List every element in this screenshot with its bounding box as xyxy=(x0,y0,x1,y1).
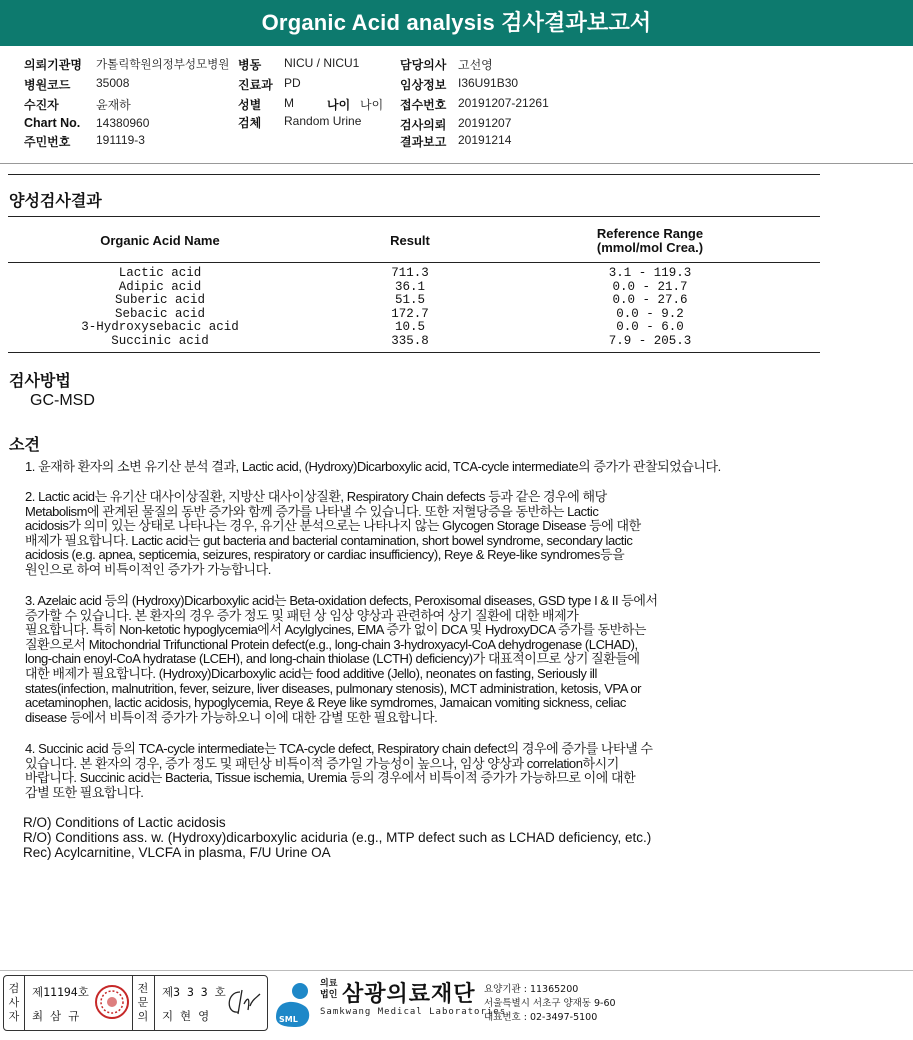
logo-title: 삼광의료재단 xyxy=(342,982,476,1007)
rrn-value: 191119-3 xyxy=(96,133,145,147)
row-reference-range: 0.0 - 27.6 xyxy=(612,293,688,307)
patient-label: 수진자 xyxy=(24,98,59,112)
finding-4: 4. Succinic acid 등의 TCA-cycle intermediate는 TCA-cycle defect, Respiratory chain defect의 경우에 증가를 나타낼 수 있습니다. 본 환자의 경우, 증가 정도 및 패턴상 비특이적 증가일 가능성이 높으나, 임상 양상과 correlation하시기 바랍니다. Succinic acid는 Bacteria, Tissue ischemia, Uremia 등의 경우에서 비특이적 증가가 가능하므로 이에 대한 감별 또한 필요합니다. xyxy=(25,741,653,800)
row-result: 172.7 xyxy=(391,306,429,321)
finding-2: 2. Lactic acid는 유기산 대사이상질환, 지방산 대사이상질환, Respiratory Chain defects 등과 같은 경우에 해당 Metabolism에 관계된 물질의 동반 증가와 함께 증가를 나타낼 수 있습니다. 또한 저혈당증을 동반하는 Lactic acidosis가 의미 있는 상태로 나타나는 경우, 유기산 분석으로는 나타나지 않는 Glycogen Storage Disease 등에 대한 배제가 필요합니다. Lactic acid는 gut bacteria and bacterial contamination, short bowel syndrome, secondary lactic acidosis (e.g. apnea, septicemia, seizures, respiratory or cardiac insufficiency), Reye & Reye-like syndromes등을 원인으로 하여 비특이적인 증가가 가능합니다. xyxy=(25,489,641,577)
hospital-code-label: 병원코드 xyxy=(24,78,71,92)
report-date-label: 결과보고 xyxy=(400,135,447,149)
row-reference-range: 0.0 - 21.7 xyxy=(612,279,688,294)
row-acid-name: Sebacic acid xyxy=(114,306,205,321)
method-title: 검사방법 xyxy=(9,371,71,390)
ward-value: NICU / NICU1 xyxy=(284,56,360,70)
specimen-value: Random Urine xyxy=(284,114,362,128)
row-acid-name: Lactic acid xyxy=(118,266,202,280)
divider xyxy=(8,262,820,263)
footer xyxy=(0,970,913,1040)
col-header-result: Result xyxy=(390,233,430,248)
row-acid-name: Succinic acid xyxy=(111,333,209,348)
row-reference-range: 3.1 - 119.3 xyxy=(608,266,692,280)
row-result: 51.5 xyxy=(394,293,425,307)
signature-icon xyxy=(222,986,262,1020)
contact-phone: 대표번호 : 02-3497-5100 xyxy=(484,1012,598,1023)
positive-results-title: 양성검사결과 xyxy=(9,191,102,210)
contact-code: 요양기관 : 11365200 xyxy=(484,984,579,995)
dept-label: 진료과 xyxy=(238,78,273,92)
divider xyxy=(8,352,820,353)
dept-value: PD xyxy=(284,76,301,90)
col-header-name: Organic Acid Name xyxy=(100,233,220,248)
report-date-value: 20191214 xyxy=(458,133,512,147)
doctor-value: 고선영 xyxy=(458,58,493,72)
chart-label: Chart No. xyxy=(24,116,81,130)
row-acid-name: Suberic acid xyxy=(114,293,205,307)
logo-corp-label: 의료법인 xyxy=(320,979,338,1000)
request-value: 20191207 xyxy=(458,116,512,130)
rrn-label: 주민번호 xyxy=(24,135,71,149)
sml-logo-icon xyxy=(270,977,316,1031)
patient-info xyxy=(0,46,913,164)
examiner-license: 제11194호 xyxy=(32,985,89,999)
receipt-value: 20191207-21261 xyxy=(458,96,549,110)
receipt-label: 접수번호 xyxy=(400,98,447,112)
examiner-label: 검 사 자 xyxy=(8,982,20,1023)
divider xyxy=(8,174,820,175)
seal-icon xyxy=(94,984,130,1020)
institution-label: 의뢰기관명 xyxy=(24,58,82,72)
finding-1: 1. 윤재하 환자의 소변 유기산 분석 결과, Lactic acid, (Hydroxy)Dicarboxylic acid, TCA-cycle intermediate의 증가가 관찰되었습니다. xyxy=(25,459,721,474)
method-value: GC-MSD xyxy=(30,392,95,409)
ro-line-2: R/O) Conditions ass. w. (Hydroxy)dicarboxylic aciduria (e.g., MTP defect such as LCHAD deficiency, etc.) xyxy=(23,830,652,845)
row-result: 711.3 xyxy=(391,266,429,280)
col-header-unit: (mmol/mol Crea.) xyxy=(596,240,704,255)
specimen-label: 검체 xyxy=(238,116,262,130)
chart-value: 14380960 xyxy=(96,116,150,130)
specialist-name: 지 현 영 xyxy=(162,1009,210,1023)
patient-value: 윤재하 xyxy=(96,98,131,112)
report-title: Organic Acid analysis 검사결과보고서 xyxy=(0,0,913,46)
ward-label: 병동 xyxy=(238,58,262,72)
row-reference-range: 0.0 - 6.0 xyxy=(616,320,684,334)
logo-subtitle: Samkwang Medical Laboratories xyxy=(320,1007,507,1017)
clinical-label: 임상정보 xyxy=(400,78,447,92)
institution-value: 가톨릭학원의정부성모병원 xyxy=(96,59,230,71)
row-reference-range: 0.0 - 9.2 xyxy=(616,306,684,321)
hospital-code-value: 35008 xyxy=(96,76,130,90)
row-reference-range: 7.9 - 205.3 xyxy=(608,333,692,348)
findings-title: 소견 xyxy=(9,435,40,454)
doctor-label: 담당의사 xyxy=(400,58,447,72)
contact-address: 서울특별시 서초구 양재동 9-60 xyxy=(484,998,616,1009)
col-header-range: Reference Range xyxy=(596,226,704,241)
request-label: 검사의뢰 xyxy=(400,118,447,132)
sex-label: 성별 xyxy=(238,98,262,112)
age-value: 나이 xyxy=(360,98,384,112)
clinical-value: I36U91B30 xyxy=(458,76,519,90)
row-acid-name: Adipic acid xyxy=(118,279,202,294)
sex-value: M xyxy=(284,96,294,110)
specialist-license: 제3 3 3 호 xyxy=(162,985,226,999)
row-result: 335.8 xyxy=(391,333,429,348)
examiner-name: 최 삼 규 xyxy=(32,1009,80,1023)
divider xyxy=(8,216,820,217)
svg-text:SML: SML xyxy=(279,1015,298,1024)
age-label: 나이 xyxy=(327,98,351,112)
ro-line-1: R/O) Conditions of Lactic acidosis xyxy=(23,815,226,830)
row-result: 10.5 xyxy=(394,320,425,334)
specialist-label: 전 문 의 xyxy=(137,982,149,1023)
signature-box xyxy=(3,975,268,1031)
row-acid-name: 3-Hydroxysebacic acid xyxy=(81,320,239,334)
finding-3: 3. Azelaic acid 등의 (Hydroxy)Dicarboxylic acid는 Beta-oxidation defects, Peroxisomal diseases, GSD type I & II 등에서 증가할 수 있습니다. 본 환자의 경우 증가 정도 및 패턴 상 임상 양상과 관련하여 상기 질환에 대한 배제가 필요합니다. 특히 Non-ketotic hypoglycemia에서 Acylglycines, EMA 증가 없이 DCA 및 HydroxyDCA 증가를 동반하는 질환으로서 Mitochondrial Trifunctional Protein defect(e.g., long-chain 3-hydroxyacyl-CoA dehydrogenase (LCHAD), long-chain enoyl-CoA hydratase (LCEH), and long-chain thiolase (LCTH) deficiency)가 대표적이므로 상기 질환들에 대한 배제가 필요합니다. (Hydroxy)Dicarboxylic acid는 food additive (Jello), neonates on fasting, Seriously ill states(infection, malnutrition, fever, seizure, liver diseases, pulmonary stenosis), MCT administration, ketosis, VPA or acetaminophen, lactic acidosis, hypoglycemia, Reye & Reye like symdromes, Jamaican vomiting sickness, celiac disease 등에서 비특이적 증가가 가능하오니 이에 대한 감별 또한 필요합니다. xyxy=(25,593,658,725)
ro-line-3: Rec) Acylcarnitine, VLCFA in plasma, F/U Urine OA xyxy=(23,845,331,860)
row-result: 36.1 xyxy=(394,279,425,294)
